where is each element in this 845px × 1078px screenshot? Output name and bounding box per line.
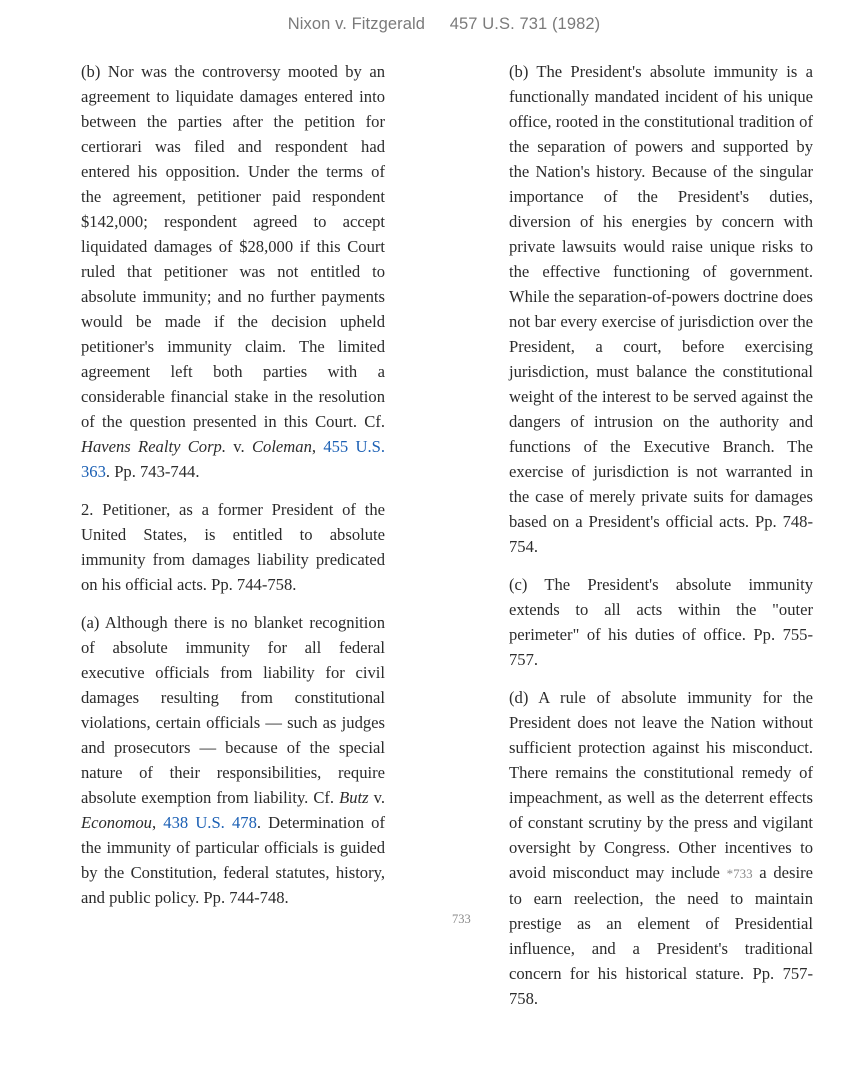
separator: ,	[151, 813, 164, 832]
paragraph-text: (b) Nor was the controversy mooted by an agreement to liquidate damages entered into between the parties after the petition for certiorari was filed and respondent had entered his opposition. Under the terms of the agreement, petitioner paid respondent $142,000; respondent agreed to accept liquidated damages of $28,000 if this Court ruled that petitioner was not entitled to absolute immunity; and no further payments would be made if the decision upheld petitioner's immunity claim. The limited agreement left both parties with a considerable financial stake in the resolution of the question presented in this Court. Cf.	[81, 62, 385, 431]
margin-page-number: 733	[452, 912, 471, 926]
case-citation-link[interactable]: 455 U.S. 363	[81, 437, 385, 481]
paragraph-holding-2: 2. Petitioner, as a former President of the United States, is entitled to absolute immunity from damages liability predicated on his official acts. Pp. 744-758.	[81, 500, 385, 594]
right-column	[509, 59, 813, 1024]
paragraph-text: (a) Although there is no blanket recognition of absolute immunity for all federal executive officials from liability for civil damages resulting from constitutional violations, certain officials — such as judges and prosecutors — because of the special nature of their responsibilities, require absolute exemption from liability. Cf.	[81, 613, 385, 807]
page-header	[0, 15, 845, 34]
versus-text: v.	[368, 788, 385, 807]
paragraph-text: . Pp. 743-744.	[105, 462, 200, 481]
case-name-italic: Butz	[339, 788, 369, 807]
case-name-italic: Havens Realty Corp.	[81, 437, 226, 456]
case-citation: 457 U.S. 731 (1982)	[449, 15, 601, 33]
paragraph-text: (d) A rule of absolute immunity for the President does not leave the Nation without sufficient protection against his misconduct. There remains the constitutional remedy of impeachment, as well as the deterrent effects of constant scrutiny by the press and vigilant oversight by Congress. Other incentives to avoid misconduct may include	[509, 688, 813, 882]
paragraph-functional-immunity: (b) The President's absolute immunity is a functionally mandated incident of his unique office, rooted in the constitutional tradition of the separation of powers and supported by the Nation's history. Because of the singular importance of the President's duties, diversion of his energies by concern with private lawsuits would raise unique risks to the effective functioning of government. While the separation-of-powers doctrine does not bar every exercise of jurisdiction over the President, a court, before exercising jurisdiction, must balance the constitutional weight of the interest to be served against the dangers of intrusion on the authority and functions of the Executive Branch. The exercise of jurisdiction is not warranted in the case of merely private suits for damages based on a President's official acts. Pp. 748-754.	[509, 62, 813, 556]
paragraph-text: . Determination of the immunity of particular officials is guided by the Constitution, federal statutes, history, and public policy. Pp. 744-748.	[81, 813, 385, 907]
separator: ,	[311, 437, 324, 456]
case-name: Nixon v. Fitzgerald	[287, 15, 426, 33]
paragraph-text: a desire to earn reelection, the need to maintain prestige as an element of Presidential influence, and a President's traditional concern for his historical stature. Pp. 757-758.	[509, 863, 813, 1008]
paragraph-remedies	[509, 685, 813, 1011]
paragraph-outer-perimeter: (c) The President's absolute immunity extends to all acts within the "outer perimeter" of his duties of office. Pp. 755-757.	[509, 575, 813, 669]
paragraph-blanket-immunity	[81, 610, 385, 910]
left-column	[81, 59, 385, 923]
versus-text: v.	[226, 437, 252, 456]
case-citation-link[interactable]: 438 U.S. 478	[163, 813, 257, 832]
case-name-italic: Coleman	[251, 437, 312, 456]
star-page-marker: *733	[726, 866, 753, 881]
case-name-italic: Economou	[81, 813, 152, 832]
paragraph-mootness	[81, 59, 385, 484]
